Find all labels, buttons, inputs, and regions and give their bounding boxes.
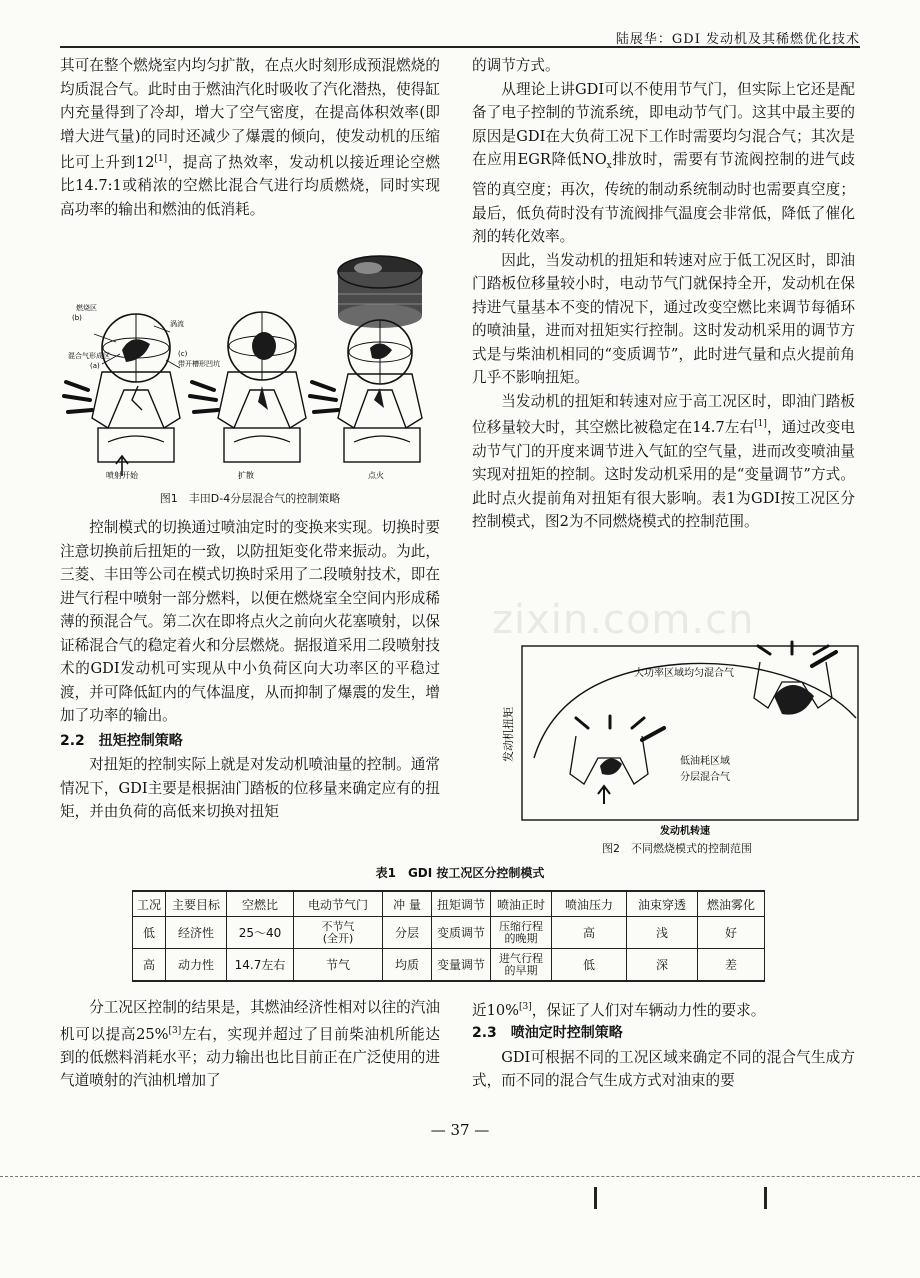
table-header-cell: 燃油雾化 <box>698 891 765 917</box>
table-cell: 好 <box>698 917 765 949</box>
table-cell: 不节气 (全开) <box>294 917 383 949</box>
fig1-label-a: (a) <box>90 362 100 370</box>
table-cell: 深 <box>627 949 698 982</box>
paragraph: 近10%[3]，保证了人们对车辆动力性的要求。 <box>472 1001 766 1019</box>
fig1-label-combustion-zone: 燃烧区 <box>76 304 97 312</box>
table-cell: 均质 <box>383 949 432 982</box>
region-low-label-2: 分层混合气 <box>680 772 730 783</box>
citation: [1] <box>154 154 168 164</box>
figure-2-drawing <box>492 640 862 838</box>
paragraph: 其可在整个燃烧室内均匀扩散，在点火时刻形成预混燃烧的均质混合气。此时由于燃油汽化时吸收了汽化潜热，使得缸内充量得到了冷却，增大了空气密度，在提高体积效率(即增大进气量)的同时还减少了爆震的倾向，使发动机的压缩比可上升到12[1]，提高了热效率，发动机以接近理论空燃比14.7:1或稍浓的空燃比混合气进行均质燃烧，同时实现高功率的输出和燃油的低消耗。 <box>60 57 440 218</box>
page-number: — 37 — <box>430 1121 490 1139</box>
engine-stage-3 <box>310 320 422 462</box>
table-header-cell: 空燃比 <box>227 891 294 917</box>
figure-1-caption: 图1 丰田D-4分层混合气的控制策略 <box>159 492 341 505</box>
table-cell: 高 <box>552 917 627 949</box>
table-header-cell: 工况 <box>133 891 166 917</box>
right-column-top <box>472 54 855 534</box>
paragraph: 的调节方式。 <box>472 57 560 74</box>
region-high-label: 大功率区域均匀混合气 <box>634 668 734 679</box>
citation: [3] <box>519 1002 532 1012</box>
region-low-label-1: 低油耗区域 <box>680 756 730 767</box>
table-row <box>133 949 765 982</box>
left-column-middle <box>60 516 440 824</box>
y-axis-label: 发动机扭矩 <box>502 707 515 762</box>
table-header-cell: 喷油压力 <box>552 891 627 917</box>
table-cell: 高 <box>133 949 166 982</box>
figure-1 <box>62 250 442 485</box>
table-header-row <box>133 891 765 917</box>
bottom-left-column <box>60 996 440 1093</box>
paragraph: GDI可根据不同的工况区域来确定不同的混合气生成方式，而不同的混合气生成方式对油束的要 <box>472 1048 855 1090</box>
table-1 <box>132 890 765 982</box>
engine-stage-1 <box>64 314 180 476</box>
scan-mark <box>764 1187 767 1209</box>
fig1-stage-label-2: 扩散 <box>238 471 254 480</box>
table-cell: 分层 <box>383 917 432 949</box>
engine-icon-low-fuel <box>570 716 664 804</box>
table-cell: 变量调节 <box>432 949 491 982</box>
table-header-cell: 主要目标 <box>166 891 227 917</box>
left-column-top <box>60 54 440 221</box>
table-header-cell: 油束穿透 <box>627 891 698 917</box>
table-cell: 动力性 <box>166 949 227 982</box>
paragraph: 当发动机的扭矩和转速对应于高工况区时，即油门踏板位移量较大时，其空燃比被稳定在14.7左右[1]，通过改变电动节气门的开度来调节进入气缸的空气量，进而改变喷油量实现对扭矩的控制。这时发动机采用的是“变量调节”方式。此时点火提前角对扭矩有很大影响。表1为GDI按工况区分控制模式，图2为不同燃烧模式的控制范围。 <box>472 392 855 531</box>
table-cell: 25～40 <box>227 917 294 949</box>
engine-stage-2 <box>190 312 306 462</box>
figure-2-caption: 图2 不同燃烧模式的控制范围 <box>602 842 752 855</box>
table-header-cell: 冲 量 <box>383 891 432 917</box>
table-header-cell: 喷油正时 <box>491 891 552 917</box>
table-cell: 浅 <box>627 917 698 949</box>
paragraph: 因此，当发动机的扭矩和转速对应于低工况区时，即油门踏板位移量较小时，电动节气门就保持全开，发动机在保持进气量基本不变的情况下，通过改变空燃比来调节每循环的喷油量，进而对扭矩实行控制。这时发动机采用的调节方式是与柴油机相同的“变质调节”，此时进气量和点火提前角几乎不影响扭矩。 <box>472 251 855 387</box>
table-cell: 14.7左右 <box>227 949 294 982</box>
table-cell: 低 <box>133 917 166 949</box>
table-row <box>133 917 765 949</box>
watermark: zixin.com.cn <box>492 597 755 643</box>
x-axis-label: 发动机转速 <box>660 826 710 837</box>
table-1-title: 表1 GDI 按工况区分控制模式 <box>375 866 545 880</box>
table-cell: 变质调节 <box>432 917 491 949</box>
header-rule <box>60 46 860 48</box>
fig1-label-swirl: 涡流 <box>170 320 184 328</box>
fig1-label-c: (c) <box>178 350 188 358</box>
table-cell: 低 <box>552 949 627 982</box>
bottom-rule <box>0 1176 920 1177</box>
paragraph: 分工况区控制的结果是，其燃油经济性相对以往的汽油机可以提高25%[3]左右，实现并超过了目前柴油机所能达到的低燃料消耗水平；动力输出也比目前正在广泛使用的进气道喷射的汽油机增加了 <box>60 999 440 1090</box>
section-heading-2-2: 2.2 扭矩控制策略 <box>60 732 183 749</box>
table-cell: 进气行程 的早期 <box>491 949 552 982</box>
paragraph: 控制模式的切换通过喷油定时的变换来实现。切换时要注意切换前后扭矩的一致，以防扭矩变化带来振动。为此，三菱、丰田等公司在模式切换时采用了二段喷射技术，即在进气行程中喷射一部分燃料，以便在燃烧室全空间内形成稀薄的预混合气。第二次在即将点火之前向火花塞喷射，以保证稀混合气的稳定着火和分层燃烧。据报道采用二段喷射技术的GDI发动机可实现从中小负荷区向大功率区的平稳过渡，并可降低缸内的气体温度，从而抑制了爆震的发生，增加了功率的输出。 <box>60 519 440 724</box>
engine-icon-high-power <box>754 642 836 715</box>
table-cell: 压缩行程 的晚期 <box>491 917 552 949</box>
fig1-label-mixture-zone: 混合气形成区 <box>68 352 110 360</box>
table-header-cell: 扭矩调节 <box>432 891 491 917</box>
fig1-label-b: (b) <box>72 314 82 322</box>
table-cell: 经济性 <box>166 917 227 949</box>
table-header-cell: 电动节气门 <box>294 891 383 917</box>
bottom-right-column <box>472 996 855 1093</box>
paragraph: 对扭矩的控制实际上就是对发动机喷油量的控制。通常情况下，GDI主要是根据油门踏板的位移量来确定应有的扭矩，并由负荷的高低来切换对扭矩 <box>60 756 440 820</box>
table-cell: 节气 <box>294 949 383 982</box>
scan-mark <box>594 1187 597 1209</box>
running-header: 陆展华：GDI 发动机及其稀燃优化技术 <box>615 32 860 47</box>
paragraph: 从理论上讲GDI可以不使用节气门，但实际上它还是配备了电子控制的节流系统，即电动节气门。这其中最主要的原因是GDI在大负荷工况下工作时需要均匀混合气；其次是在应用EGR降低$NO_x$排放时，需要有节流阀控制的进气歧管的真空度；再次，传统的制动系统制动时也需要真空度；最后，低负荷时没有节流阀排气温度会非常低，降低了催化剂的转化效率。 <box>472 80 855 246</box>
figure-1-drawing <box>62 250 442 485</box>
piston-photo <box>338 256 422 328</box>
fig1-stage-label-1: 喷射开始 <box>106 471 138 480</box>
citation: [3] <box>168 1025 182 1036</box>
fig1-label-piston-cavity: 带开槽形凹坑 <box>178 360 220 368</box>
fig1-stage-label-3: 点火 <box>368 471 384 480</box>
citation: [1] <box>754 419 767 430</box>
table-cell: 差 <box>698 949 765 982</box>
figure-2 <box>492 640 862 838</box>
section-heading-2-3: 2.3 喷油定时控制策略 <box>472 1025 623 1042</box>
